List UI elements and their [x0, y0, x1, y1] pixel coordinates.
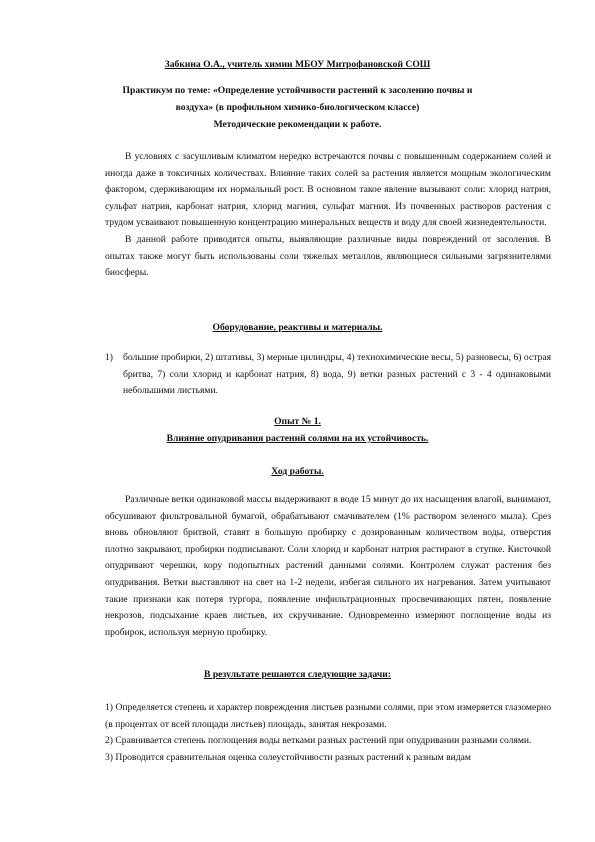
experiment-subtitle: Влияние опудривания растений солями на их устойчивость. — [166, 433, 429, 444]
intro-paragraph-2: В данной работе приводятся опыты, выявляющие различные виды повреждений от засоления. В опытах также могут быть использованы соли тяжелых металлов, являющиеся сильными загрязнителями биосферы. — [105, 233, 551, 279]
results-heading: В результате решаются следующие задачи: — [204, 669, 391, 680]
title-line-3: Методические рекомендации к работе. — [213, 119, 382, 130]
intro-paragraph-1: В условиях с засушливым климатом нередко встречаются почвы с повышенным содержанием солей и иногда даже в токсичных количествах. Влияние таких солей за растения является мощным экологическим фактором, сдерживающим их нормальный рост. В основном такое явление вызывают соли: хлорид натрия, сульфат натрия, карбонат натрия, хлорид магния, сульфат магния. Из почвенных растворов растения с трудом усваивают повышенную концентрацию минеральных веществ и воду для своей жизнедеятельности. — [105, 151, 551, 229]
equipment-item-number: 1) — [105, 352, 113, 363]
equipment-list — [105, 350, 551, 400]
results-item-1: 1) Определяется степень и характер повреждения листьев разными солями, при этом измеряется глазомерно (в процентах от всей площади листьев) площадь, занятая некрозами. — [105, 702, 551, 730]
intro-section — [105, 149, 551, 282]
results-item-2: 2) Сравнивается степень поглощения воды ветками разных растений при опудривании разными солями. — [105, 735, 532, 747]
results-item-3: 3) Проводится сравнительная оценка солеустойчивости разных растений к разным видам — [105, 751, 471, 763]
equipment-heading: Оборудование, реактивы и материалы. — [212, 322, 383, 333]
results-section — [105, 700, 551, 766]
experiment-title: Опыт № 1. — [274, 416, 321, 427]
procedure-heading: Ход работы. — [271, 466, 324, 477]
author-line: Забкина О.А., учитель химии МБОУ Митрофановской СОШ — [164, 59, 431, 70]
title-line-2: воздуха» (в профильном химико-биологическом классе) — [175, 102, 420, 113]
procedure-paragraph: Различные ветки одинаковой массы выдерживают в воде 15 минут до их насыщения влагой, вынимают, обсушивают фильтровальной бумагой, обрабатывают смачивателем (1% раствором зеленого мыла). Срез вновь обновляют бритвой, ставят в большую пробирку с дозированным количеством воды, отверстия плотно закрывают, пробирки подписывают. Соли хлорид и карбонат натрия растирают в ступке. Кисточкой опудривают черешки, кору подопытных растений данными солями. Контролем служат растения без опудривания. Ветки выставляют на свет на 1-2 недели, избегая сильного их нагревания. Затем учитывают такие признаки как потеря тургора, появление инфильтрационных просвечивающих пятен, появление некрозов, подсыхание краев листьев, их скручивание. Одновременно измеряют поглощение воды из пробирок, используя мерную пробирку. — [105, 494, 551, 638]
equipment-item-text: большие пробирки, 2) штативы, 3) мерные цилиндры, 4) технохимические весы, 5) разновесы, 6) острая бритва, 7) соли хлорид и карбонат натрия, 8) вода, 9) ветки разных растений с 3 - 4 одинаковыми небольшими листьями. — [123, 352, 551, 397]
title-line-1: Практикум по теме: «Определение устойчивости растений к засолению почвы и — [122, 85, 473, 96]
procedure-section — [105, 492, 551, 641]
